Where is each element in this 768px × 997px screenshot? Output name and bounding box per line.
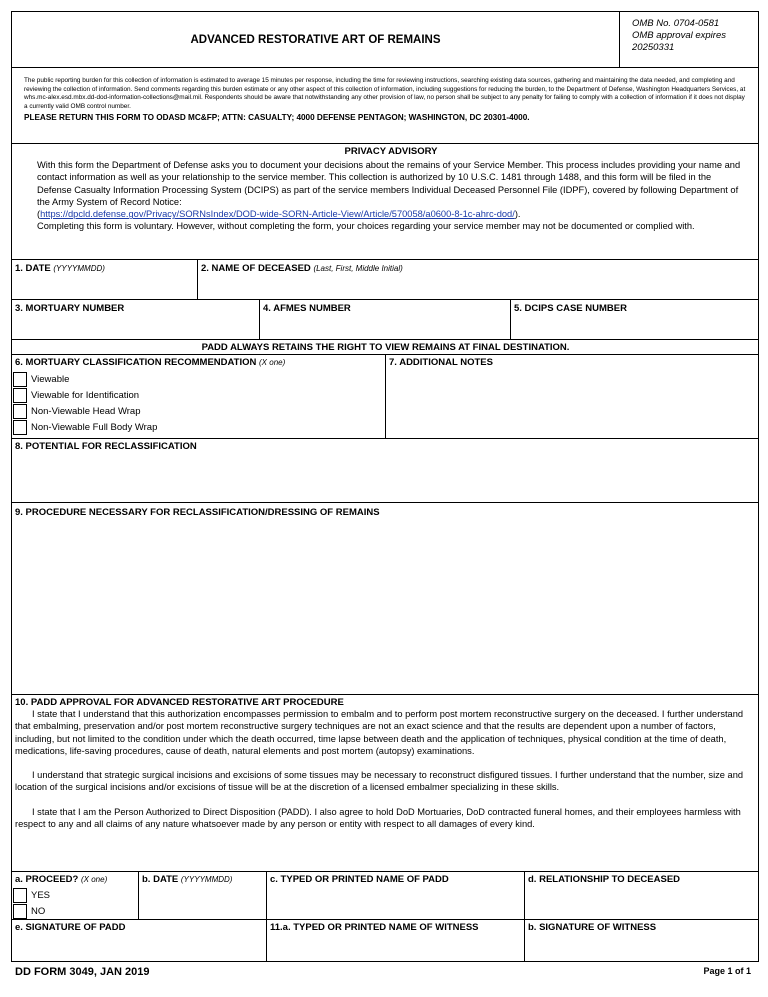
afmes-number-label: 4. AFMES NUMBER [263,303,351,314]
date-label: 1. DATE [15,263,51,274]
privacy-body: With this form the Department of Defense asks you to document your decisions about the remains of your Service Member. This process includes providing your name and contact information as well as your relationship to the service member. This collection is authorized by 10 U.S.C. 1481 through 1488, and this form will be filed in the Defense Casualty Information Processing System (DCIPS) as part of the service members Individual Deceased Personnel File (IDPF), covered by following Department of the Army System of Record Notice: [37,160,741,207]
privacy-heading: PRIVACY ADVISORY [344,146,438,157]
link-open: ( [37,209,41,220]
return-address: PLEASE RETURN THIS FORM TO ODASD MC&FP; ATTN: CASUALTY; 4000 DEFENSE PENTAGON; WASHINGTON, DC 20301-4000. [24,112,530,122]
form-identifier: DD FORM 3049, JAN 2019 [15,966,150,978]
procedure-field[interactable] [12,503,759,695]
page-number: Page 1 of 1 [703,966,751,976]
classification-hint: (X one) [259,358,286,367]
date-field[interactable] [12,260,198,300]
head-wrap-checkbox[interactable] [13,404,27,419]
viewable-checkbox[interactable] [13,372,27,387]
option-viewable[interactable] [13,371,157,387]
viewable-identification-label: Viewable for Identification [31,389,140,401]
no-checkbox[interactable] [13,904,27,919]
no-label: NO [31,905,46,917]
additional-notes-field[interactable] [386,355,759,439]
padd-notice-row [12,340,759,355]
viewable-identification-checkbox[interactable] [13,388,27,403]
deceased-name-hint: (Last, First, Middle Initial) [313,264,403,273]
witness-name-field[interactable] [267,920,525,961]
dcips-case-label: 5. DCIPS CASE NUMBER [514,303,627,314]
sorn-link[interactable]: https://dpcld.defense.gov/Privacy/SORNsIndex/DOD-wide-SORN-Article-View/Article/570058/a0600-8-1c-ahrc-dod/ [40,209,515,220]
padd-signature-field[interactable] [12,920,267,961]
witness-signature-label: b. SIGNATURE OF WITNESS [528,922,657,933]
privacy-text [37,159,745,233]
omb-cell [620,12,759,68]
form-title: ADVANCED RESTORATIVE ART OF REMAINS [190,33,441,46]
relationship-field[interactable] [525,872,759,920]
title-cell [12,12,620,68]
full-body-wrap-checkbox[interactable] [13,420,27,435]
approval-section [12,695,759,872]
approval-date-hint: (YYYYMMDD) [180,875,233,884]
omb-approval: OMB approval expires [632,30,726,41]
witness-name-label: 11.a. TYPED OR PRINTED NAME OF WITNESS [270,922,479,933]
option-yes[interactable] [13,887,50,903]
omb-number: OMB No. 0704-0581 [632,18,720,29]
full-body-wrap-label: Non-Viewable Full Body Wrap [31,421,158,433]
padd-notice: PADD ALWAYS RETAINS THE RIGHT TO VIEW REMAINS AT FINAL DESTINATION. [201,341,570,353]
approval-para-1: I state that I understand that this authorization encompasses permission to embalm and to perform post mortem reconstructive surgery on the deceased. I further understand that embalming, preservation and/or post mortem reconstructive surgery techniques are not an exact science and that the results are dependent upon a number of factors, including, but not limited to the condition under which the death occurred, time lapse between death and the application of techniques, physical condition at the time of death, medications, life-saving procedures, cause of death, natural elements and post mortem (autopsy) examinations. [15,709,744,756]
omb-date: 20250331 [632,42,675,53]
mortuary-number-field[interactable] [12,300,260,340]
date-hint: (YYYYMMDD) [53,264,105,273]
relationship-label: d. RELATIONSHIP TO DECEASED [528,874,681,885]
option-viewable-identification[interactable] [13,387,157,403]
additional-notes-label: 7. ADDITIONAL NOTES [389,357,493,368]
burden-section [12,68,759,144]
yes-label: YES [31,889,51,901]
deceased-name-label: 2. NAME OF DECEASED [201,263,311,274]
procedure-label: 9. PROCEDURE NECESSARY FOR RECLASSIFICATION/DRESSING OF REMAINS [15,507,380,518]
option-no[interactable] [13,903,50,919]
dcips-case-field[interactable] [511,300,759,340]
privacy-section [12,144,759,260]
option-full-body-wrap[interactable] [13,419,157,435]
approval-para-2: I understand that strategic surgical incisions and excisions of some tissues may be necessary to reconstruct disfigured tissues. I further understand that the number, size and location of the surgical incisions and/or excisions of tissue will be at the discretion of a licensed embalmer specializing in these skills. [15,770,744,793]
approval-date-field[interactable] [139,872,267,920]
classification-label: 6. MORTUARY CLASSIFICATION RECOMMENDATION [15,357,257,368]
padd-signature-label: e. SIGNATURE OF PADD [15,922,126,933]
link-close: ). [514,209,521,220]
reclassification-field[interactable] [12,439,759,503]
deceased-name-field[interactable] [198,260,759,300]
padd-name-field[interactable] [267,872,525,920]
viewable-label: Viewable [31,373,70,385]
approval-heading: 10. PADD APPROVAL FOR ADVANCED RESTORATIVE ART PROCEDURE [15,697,344,708]
option-head-wrap[interactable] [13,403,157,419]
proceed-section [12,872,139,920]
privacy-voluntary: Completing this form is voluntary. However, without completing the form, your choices regarding your service member may not be documented or complied with. [37,221,695,232]
burden-text: The public reporting burden for this collection of information is estimated to average 15 minutes per response, including the time for reviewing instructions, searching existing data sources, gathering and maintaining the data needed, and completing and reviewing the collection of information. Send comments regarding this burden estimate or any other aspect of this collection of information, including suggestions for reducing the burden, to the Department of Defense, Washington Headquarters Services, at whs.mc-alex.esd.mbx.dd-dod-information-collections@mail.mil. Respondents should be aware that notwithstanding any other provision of law, no person shall be subject to any penalty for failing to comply with a collection of information if it does not display a currently valid OMB control number. [24,77,746,111]
reclassification-label: 8. POTENTIAL FOR RECLASSIFICATION [15,441,197,452]
padd-name-label: c. TYPED OR PRINTED NAME OF PADD [270,874,449,885]
afmes-number-field[interactable] [260,300,511,340]
mortuary-number-label: 3. MORTUARY NUMBER [15,303,125,314]
classification-section [12,355,386,439]
head-wrap-label: Non-Viewable Head Wrap [31,405,141,417]
proceed-hint: (X one) [81,875,108,884]
form [11,11,759,962]
approval-para-3: I state that I am the Person Authorized to Direct Disposition (PADD). I also agree to hold DoD Mortuaries, DoD contracted funeral homes, and their employees harmless with respect to any and all claims of any nature whatsoever made by any person or entity with respect to all damages of every kind. [15,806,741,830]
witness-signature-field[interactable] [525,920,759,961]
yes-checkbox[interactable] [13,888,27,903]
proceed-label: a. PROCEED? [15,874,79,885]
approval-date-label: b. DATE [142,874,179,885]
